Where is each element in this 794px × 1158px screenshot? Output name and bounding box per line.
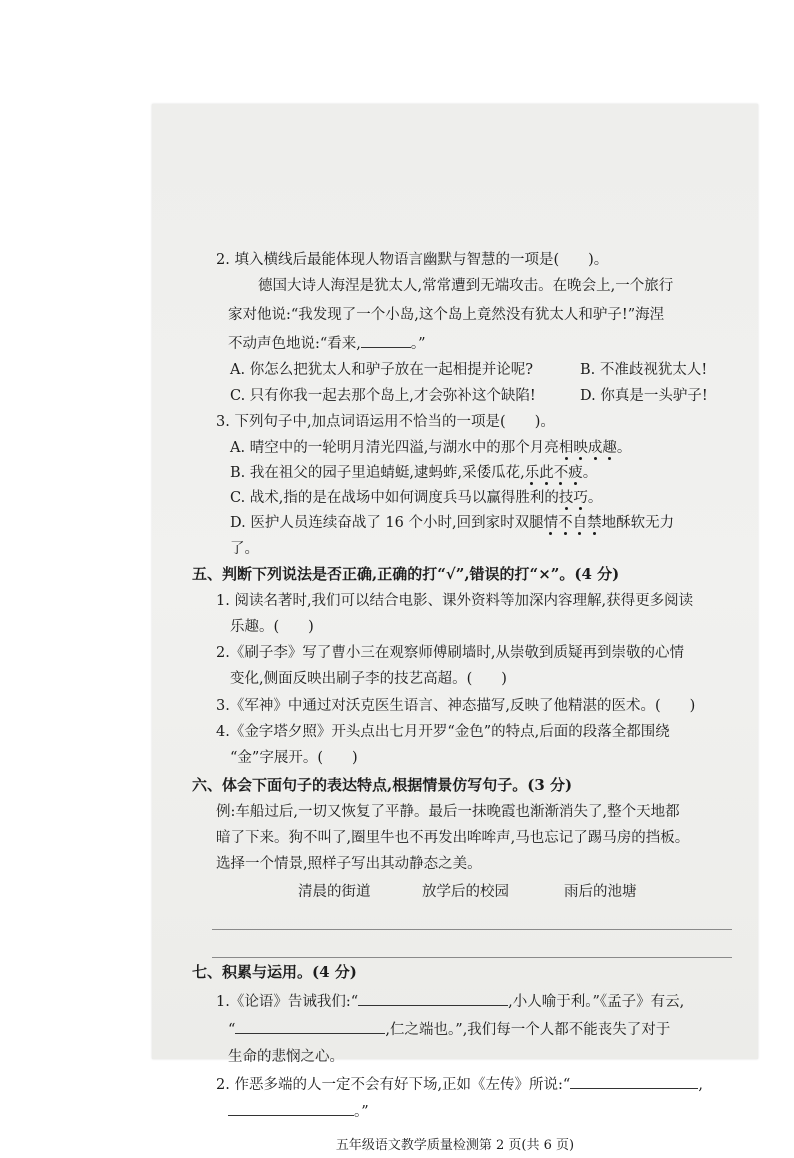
dotted-char: 不 xyxy=(553,465,569,481)
dotted-char: 映 xyxy=(573,440,588,456)
dotted-char: 乐 xyxy=(524,465,540,481)
q2-answer-blank[interactable] xyxy=(361,333,411,348)
dotted-char: 成 xyxy=(587,440,603,456)
fill-blank[interactable] xyxy=(570,1074,698,1089)
answer-line[interactable] xyxy=(212,929,732,930)
exam-page: 2. 填入横线后最能体现人物语言幽默与智慧的一项是( )。 德国大诗人海涅是犹太人,常常遭到无端攻击。在晚会上,一个旅行 家对他说:“我发现了一个小岛,这个岛上竟然没有犹太人和驴子!”海涅 不动声色地说:“看来, 。” A. 你怎么把犹太人和驴子放在一起相提并论呢? B. 不准歧视犹太人! C. 只有你我一起去那个岛上,才会弥补这个缺陷! D. 你真是一头驴子! 3. 下列句子中,加点词语运用不恰当的一项是( )。 A. 晴空中的一轮明月清光四溢,与湖水中的那个月亮相映成趣。 B. 我在祖父的园子里追蜻蜓,逮蚂蚱,采倭瓜花,乐此不疲。 C. 战术,指的是在战场中如何调度兵马以赢得胜利的技巧。 D. 医护人员连续奋战了 16 个小时,回到家时双腿情不自禁地酥软无力 了。 五、判断下列说法是否正确,正确的打“√”,错误的打“×”。(4 分) 1. 阅读名著时,我们可以结合电影、课外资料等加深内容理解,获得更多阅读 乐趣。( ) 2.《刷子李》写了曹小三在观察师傅刷墙时,从崇敬到质疑再到崇敬的心情 变化,侧面反映出刷子李的技艺高超。( ) 3.《军神》中通过对沃克医生语言、神态描写,反映了他精湛的医术。( ) 4.《金字塔夕照》开头点出七月开罗“金色”的特点,后面的段落全都围绕 “金”字展开。( ) 六、体会下面句子的表达特点,根据情景仿写句子。(3 分) 例:车船过后,一切又恢复了平静。最后一抹晚霞也渐渐消失了,整个天地都 暗了下来。狗不叫了,圈里牛也不再发出哞哞声,马也忘记了踢马房的挡板。 选择一个情景,照样子写出其动静态之美。 清晨的街道 放学后的校园 雨后的池塘 七、积累与运用。(4 分) 1.《论语》告诫我们:“ ,小人喻于利。”《孟子》有云, “ ,仁之端也。”,我们每一个人都不能丧失了对于 生命的悲悯之心。 2. 作恶多端的人一定不会有好下场,正如《左传》所说:“ , 。” 五年级语文教学质量检测第 2 页(共 6 页) xyxy=(152,104,758,1059)
dotted-char: 不 xyxy=(558,515,573,531)
scene-option: 放学后的校园 xyxy=(422,884,509,900)
dotted-char: 趣 xyxy=(602,440,617,456)
fill-blank[interactable] xyxy=(235,1019,385,1034)
fill-blank[interactable] xyxy=(358,991,508,1006)
page-footer: 五年级语文教学质量检测第 2 页(共 6 页) xyxy=(335,1138,575,1153)
q2-option-b[interactable]: B. 不准歧视犹太人! xyxy=(580,362,708,378)
fill-blank[interactable] xyxy=(228,1101,354,1116)
dotted-char: 情 xyxy=(543,515,559,531)
q2-option-a[interactable]: A. 你怎么把犹太人和驴子放在一起相提并论呢? xyxy=(230,362,533,378)
dotted-char: 禁 xyxy=(587,515,602,531)
answer-line[interactable] xyxy=(212,957,732,958)
dotted-char: 巧 xyxy=(573,490,588,506)
dotted-char: 自 xyxy=(572,515,588,531)
scene-option: 清晨的街道 xyxy=(298,884,371,900)
scene-option: 雨后的池塘 xyxy=(564,884,637,900)
q2-option-c[interactable]: C. 只有你我一起去那个岛上,才会弥补这个缺陷! xyxy=(230,388,536,404)
q2-option-d[interactable]: D. 你真是一头驴子! xyxy=(580,388,708,404)
dotted-char: 此 xyxy=(539,465,554,481)
dotted-char: 相 xyxy=(558,440,574,456)
dotted-char: 疲 xyxy=(568,465,583,481)
dotted-char: 技 xyxy=(558,490,574,506)
